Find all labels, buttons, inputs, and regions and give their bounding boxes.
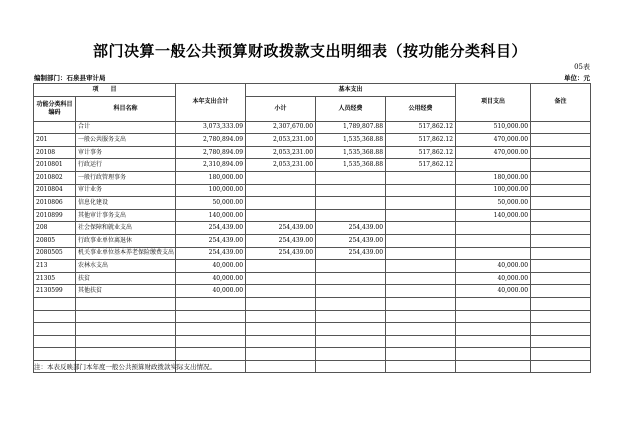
cell-remark (531, 323, 591, 336)
cell-name (76, 348, 176, 361)
page-title: 部门决算一般公共预算财政拨款支出明细表（按功能分类科目） (92, 42, 527, 60)
cell-personnel (316, 171, 386, 184)
cell-remark (531, 197, 591, 210)
table-body (34, 121, 591, 373)
table-row (34, 285, 591, 298)
cell-remark (531, 171, 591, 184)
cell-personnel (316, 184, 386, 197)
header-remark: 备注 (531, 84, 591, 122)
cell-total (176, 297, 246, 310)
cell-code: 201 (34, 134, 76, 147)
cell-subtotal: 2,307,670.00 (246, 121, 316, 134)
cell-total (176, 323, 246, 336)
cell-project: 140,000.00 (456, 209, 531, 222)
cell-total (176, 310, 246, 323)
cell-subtotal: 2,053,231.00 (246, 159, 316, 172)
cell-name: 其他审计事务支出 (76, 209, 176, 222)
cell-total: 254,439.00 (176, 234, 246, 247)
cell-name: 审计业务 (76, 184, 176, 197)
cell-name: 机关事业单位基本养老保险缴费支出 (76, 247, 176, 260)
cell-personnel (316, 297, 386, 310)
header-public: 公用经费 (386, 96, 456, 121)
expenditure-table (33, 83, 591, 373)
cell-name: 合计 (76, 121, 176, 134)
table-row (34, 247, 591, 260)
table-row (34, 222, 591, 235)
cell-public (386, 360, 456, 373)
cell-public (386, 197, 456, 210)
table-row (34, 171, 591, 184)
header-subject-name: 科目名称 (76, 96, 176, 121)
cell-code (34, 335, 76, 348)
cell-project (456, 159, 531, 172)
cell-code: 2080505 (34, 247, 76, 260)
cell-remark (531, 159, 591, 172)
cell-code: 21305 (34, 272, 76, 285)
cell-subtotal: 254,439.00 (246, 234, 316, 247)
cell-personnel (316, 285, 386, 298)
cell-personnel: 254,439.00 (316, 247, 386, 260)
cell-project: 50,000.00 (456, 197, 531, 210)
cell-total: 40,000.00 (176, 272, 246, 285)
cell-personnel (316, 323, 386, 336)
cell-personnel (316, 360, 386, 373)
cell-public (386, 184, 456, 197)
cell-project (456, 335, 531, 348)
cell-total: 254,439.00 (176, 247, 246, 260)
cell-remark (531, 209, 591, 222)
cell-total: 40,000.00 (176, 285, 246, 298)
table-row (34, 335, 591, 348)
cell-code: 2010802 (34, 171, 76, 184)
cell-project: 470,000.00 (456, 146, 531, 159)
cell-public (386, 348, 456, 361)
cell-project: 510,000.00 (456, 121, 531, 134)
cell-name (76, 335, 176, 348)
cell-subtotal (246, 297, 316, 310)
table-row (34, 348, 591, 361)
cell-project: 100,000.00 (456, 184, 531, 197)
cell-personnel (316, 260, 386, 273)
cell-code: 208 (34, 222, 76, 235)
cell-public (386, 171, 456, 184)
cell-remark (531, 234, 591, 247)
header-item: 项 目 (34, 84, 176, 97)
cell-name (76, 310, 176, 323)
header-personnel: 人员经费 (316, 96, 386, 121)
table-row (34, 134, 591, 147)
header-func-code: 功能分类科目编码 (34, 96, 76, 121)
cell-code (34, 323, 76, 336)
cell-name: 行政运行 (76, 159, 176, 172)
cell-personnel: 254,439.00 (316, 234, 386, 247)
cell-personnel (316, 209, 386, 222)
cell-code: 20805 (34, 234, 76, 247)
cell-project (456, 247, 531, 260)
cell-total: 140,000.00 (176, 209, 246, 222)
footnote: 注：本表反映部门本年度一般公共预算财政拨款实际支出情况。 (34, 363, 216, 371)
table-row (34, 297, 591, 310)
cell-total (176, 335, 246, 348)
cell-public (386, 285, 456, 298)
cell-subtotal: 254,439.00 (246, 222, 316, 235)
cell-personnel (316, 197, 386, 210)
cell-name: 审计事务 (76, 146, 176, 159)
table-row (34, 234, 591, 247)
table-row (34, 323, 591, 336)
cell-public (386, 310, 456, 323)
cell-personnel (316, 348, 386, 361)
compiling-department: 编制部门：石泉县审计局 (34, 74, 106, 82)
cell-remark (531, 146, 591, 159)
cell-total: 180,000.00 (176, 171, 246, 184)
cell-total: 2,780,894.09 (176, 146, 246, 159)
cell-personnel (316, 310, 386, 323)
cell-project (456, 234, 531, 247)
cell-public (386, 234, 456, 247)
cell-subtotal (246, 348, 316, 361)
cell-subtotal (246, 272, 316, 285)
cell-public (386, 247, 456, 260)
cell-personnel: 1,535,368.88 (316, 159, 386, 172)
table-row (34, 146, 591, 159)
cell-public (386, 272, 456, 285)
cell-remark (531, 247, 591, 260)
cell-public: 517,862.12 (386, 134, 456, 147)
cell-total (176, 348, 246, 361)
cell-public (386, 323, 456, 336)
cell-project (456, 297, 531, 310)
cell-name: 农林水支出 (76, 260, 176, 273)
cell-project (456, 323, 531, 336)
cell-total: 40,000.00 (176, 260, 246, 273)
cell-personnel: 1,789,807.88 (316, 121, 386, 134)
cell-subtotal (246, 310, 316, 323)
table-row (34, 184, 591, 197)
cell-total: 3,073,333.09 (176, 121, 246, 134)
cell-name: 信息化建设 (76, 197, 176, 210)
cell-code (34, 297, 76, 310)
cell-project: 40,000.00 (456, 272, 531, 285)
cell-remark (531, 297, 591, 310)
table-row (34, 159, 591, 172)
table-row (34, 209, 591, 222)
header-project: 项目支出 (456, 84, 531, 122)
cell-project: 40,000.00 (456, 285, 531, 298)
cell-personnel (316, 335, 386, 348)
form-number: 05表 (574, 63, 590, 71)
cell-public: 517,862.12 (386, 146, 456, 159)
cell-total: 2,780,894.09 (176, 134, 246, 147)
cell-code: 213 (34, 260, 76, 273)
currency-unit: 单位：元 (564, 74, 590, 82)
cell-name: 一般公共服务支出 (76, 134, 176, 147)
table-row (34, 197, 591, 210)
table-row (34, 272, 591, 285)
cell-name (76, 297, 176, 310)
cell-remark (531, 121, 591, 134)
cell-project (456, 348, 531, 361)
cell-subtotal: 254,439.00 (246, 247, 316, 260)
cell-name: 社会保障和就业支出 (76, 222, 176, 235)
cell-subtotal (246, 285, 316, 298)
cell-project: 470,000.00 (456, 134, 531, 147)
cell-remark (531, 260, 591, 273)
cell-personnel: 254,439.00 (316, 222, 386, 235)
cell-remark (531, 360, 591, 373)
cell-code: 2010804 (34, 184, 76, 197)
cell-subtotal (246, 260, 316, 273)
cell-name: 扶贫 (76, 272, 176, 285)
cell-project (456, 310, 531, 323)
cell-remark (531, 310, 591, 323)
cell-name: 其他扶贫 (76, 285, 176, 298)
cell-code: 20108 (34, 146, 76, 159)
cell-personnel: 1,535,368.88 (316, 134, 386, 147)
table-row (34, 121, 591, 134)
header-total: 本年支出合计 (176, 84, 246, 122)
cell-personnel (316, 272, 386, 285)
header-basic: 基本支出 (246, 84, 456, 97)
cell-code: 2130599 (34, 285, 76, 298)
cell-project: 40,000.00 (456, 260, 531, 273)
cell-project (456, 222, 531, 235)
cell-subtotal (246, 335, 316, 348)
cell-total: 2,310,894.09 (176, 159, 246, 172)
cell-project (456, 360, 531, 373)
table-row (34, 310, 591, 323)
cell-subtotal: 2,053,231.00 (246, 146, 316, 159)
cell-subtotal (246, 184, 316, 197)
cell-public: 517,862.12 (386, 159, 456, 172)
cell-remark (531, 222, 591, 235)
cell-name (76, 323, 176, 336)
cell-name: 一般行政管理事务 (76, 171, 176, 184)
cell-remark (531, 348, 591, 361)
cell-total: 50,000.00 (176, 197, 246, 210)
table-row (34, 260, 591, 273)
cell-code (34, 121, 76, 134)
cell-personnel: 1,535,368.88 (316, 146, 386, 159)
cell-public (386, 260, 456, 273)
cell-total: 100,000.00 (176, 184, 246, 197)
cell-public (386, 297, 456, 310)
cell-remark (531, 335, 591, 348)
cell-subtotal (246, 323, 316, 336)
header-subtotal: 小计 (246, 96, 316, 121)
cell-subtotal (246, 209, 316, 222)
cell-code: 2010806 (34, 197, 76, 210)
cell-public (386, 209, 456, 222)
cell-remark (531, 134, 591, 147)
cell-public (386, 222, 456, 235)
cell-code (34, 348, 76, 361)
cell-remark (531, 184, 591, 197)
cell-subtotal: 2,053,231.00 (246, 134, 316, 147)
cell-public: 517,862.12 (386, 121, 456, 134)
cell-code (34, 310, 76, 323)
cell-code: 2010801 (34, 159, 76, 172)
cell-remark (531, 272, 591, 285)
cell-remark (531, 285, 591, 298)
cell-project: 180,000.00 (456, 171, 531, 184)
cell-public (386, 335, 456, 348)
cell-code: 2010899 (34, 209, 76, 222)
cell-name: 行政事业单位离退休 (76, 234, 176, 247)
cell-total: 254,439.00 (176, 222, 246, 235)
cell-subtotal (246, 171, 316, 184)
cell-subtotal (246, 197, 316, 210)
cell-subtotal (246, 360, 316, 373)
